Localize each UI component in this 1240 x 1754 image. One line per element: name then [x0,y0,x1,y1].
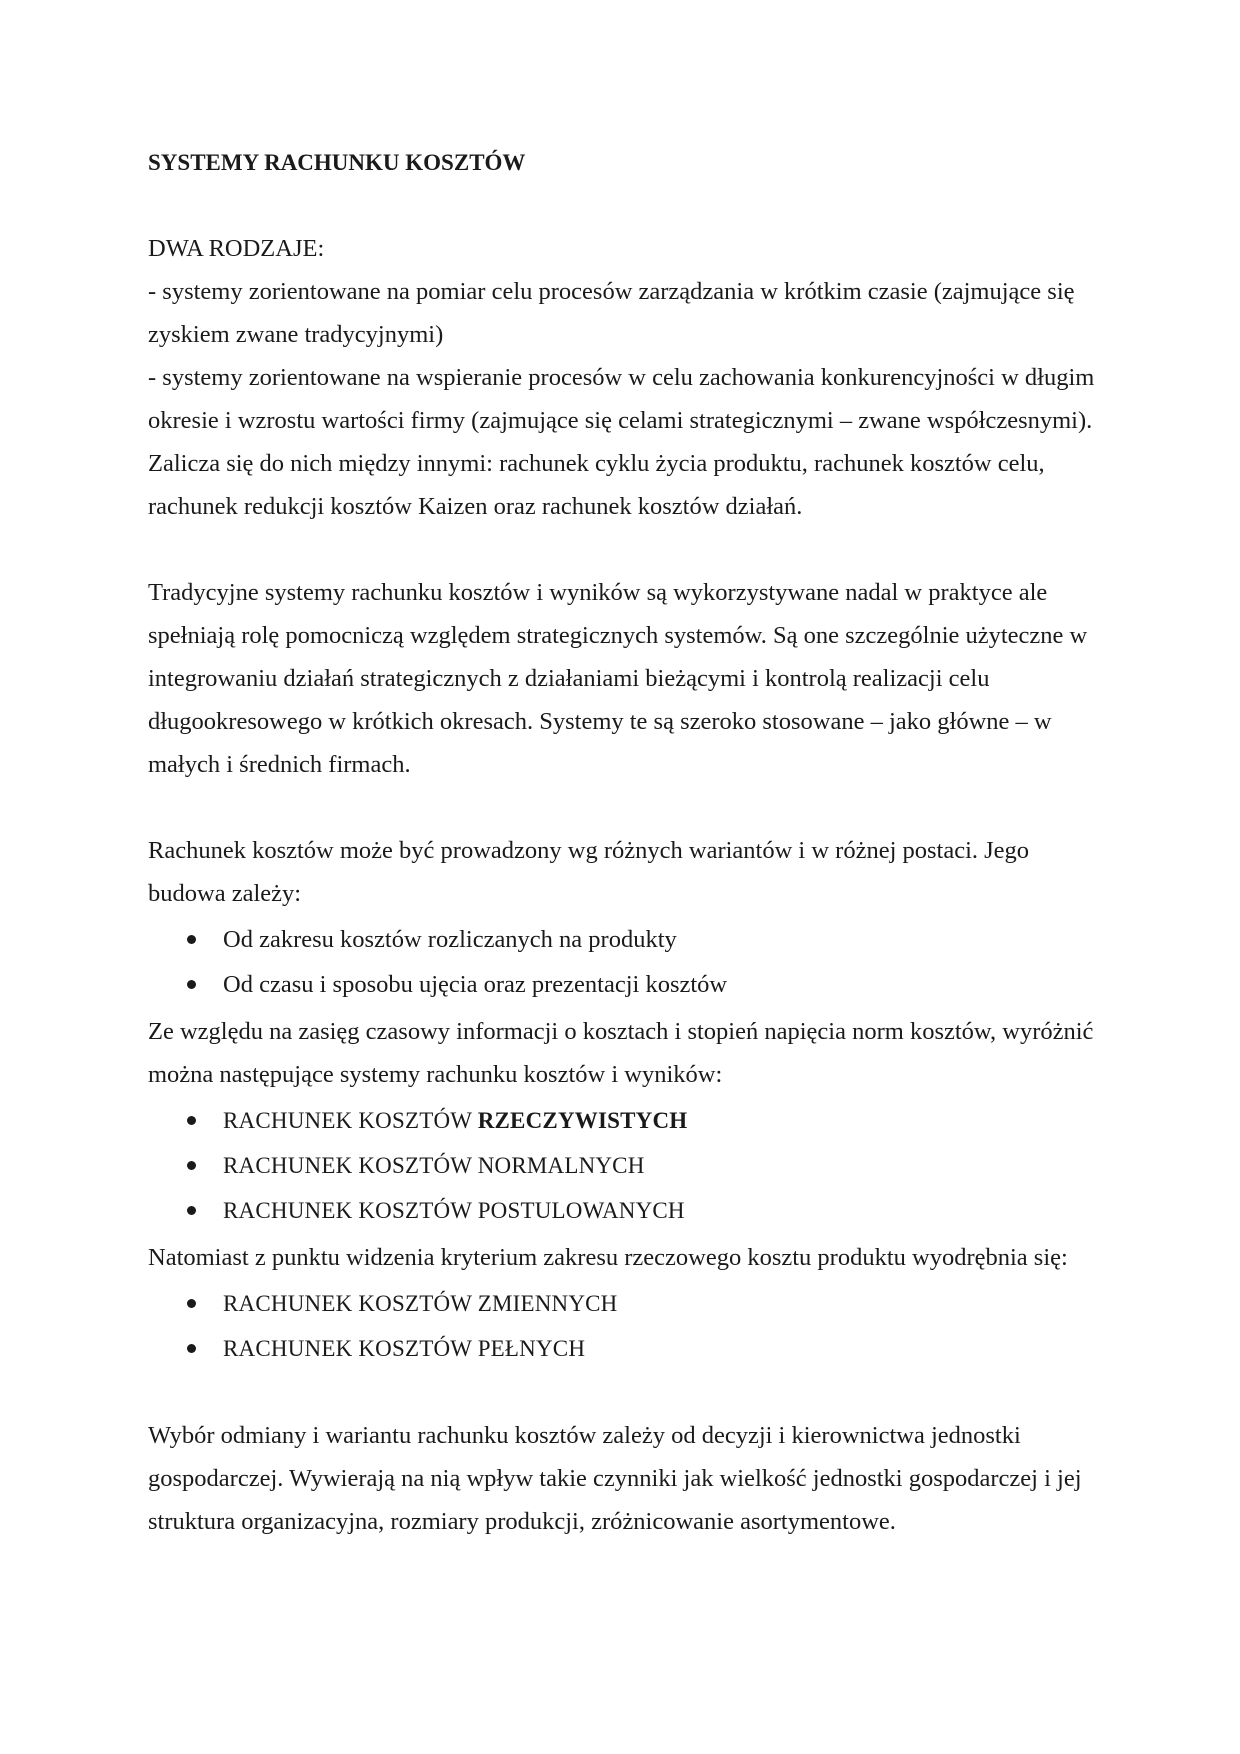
paragraph-intro-time: Ze względu na zasięg czasowy informacji o kosztach i stopień napięcia norm kosztów, wyróżnić można następujące systemy rachunku kosztów i wyników: [148,1018,1094,1088]
paragraph-intro-scope: Natomiast z punktu widzenia kryterium zakresu rzeczowego kosztu produktu wyodrębnia się: [148,1244,1068,1271]
list-item [148,1098,1098,1143]
list-item: RACHUNEK KOSZTÓW PEŁNYCH [148,1326,1098,1371]
document-body [148,141,1098,1543]
section-item: - systemy zorientowane na wspieranie procesów w celu zachowania konkurencyjności w długim okresie i wzrostu wartości firmy (zajmujące się celami strategicznymi – zwane współczesnymi). Zalicza się do nich między innymi: rachunek cyklu życia produktu, rachunek kosztów celu, rachunek redukcji kosztów Kaizen oraz rachunek kosztów działań. [148,364,1095,520]
paragraph-intro: Rachunek kosztów może być prowadzony wg różnych wariantów i w różnej postaci. Jego budowa zależy: [148,837,1030,907]
list-item: RACHUNEK KOSZTÓW NORMALNYCH [148,1143,1098,1188]
list-item: RACHUNEK KOSZTÓW POSTULOWANYCH [148,1188,1098,1233]
list-item: RACHUNEK KOSZTÓW ZMIENNYCH [148,1281,1098,1326]
list-item-emphasis: RZECZYWISTYCH [477,1108,688,1133]
bullet-list-structure [148,917,1098,1007]
section-heading: DWA RODZAJE: [148,235,325,262]
section-item: - systemy zorientowane na pomiar celu procesów zarządzania w krótkim czasie (zajmujące się zyskiem zwane tradycyjnymi) [148,278,1075,348]
paragraph-traditional-systems: Tradycyjne systemy rachunku kosztów i wyników są wykorzystywane nadal w praktyce ale spełniają rolę pomocniczą względem strategicznych systemów. Są one szczególnie użyteczne w integrowaniu działań strategicznych z działaniami bieżącymi i kontrolą realizacji celu długookresowego w krótkich okresach. Systemy te są szeroko stosowane – jako główne – w małych i średnich firmach. [148,579,1088,778]
bullet-list-time-systems [148,1098,1098,1233]
list-item: Od zakresu kosztów rozliczanych na produkty [148,917,1098,962]
list-item: Od czasu i sposobu ujęcia oraz prezentacji kosztów [148,962,1098,1007]
list-item-prefix: RACHUNEK KOSZTÓW [223,1108,478,1133]
paragraph-choice: Wybór odmiany i wariantu rachunku kosztów zależy od decyzji i kierownictwa jednostki gospodarczej. Wywierają na nią wpływ takie czynniki jak wielkość jednostki gospodarczej i jej struktura organizacyjna, rozmiary produkcji, zróżnicowanie asortymentowe. [148,1422,1082,1535]
bullet-list-scope-systems [148,1281,1098,1371]
document-title: SYSTEMY RACHUNKU KOSZTÓW [148,150,526,175]
